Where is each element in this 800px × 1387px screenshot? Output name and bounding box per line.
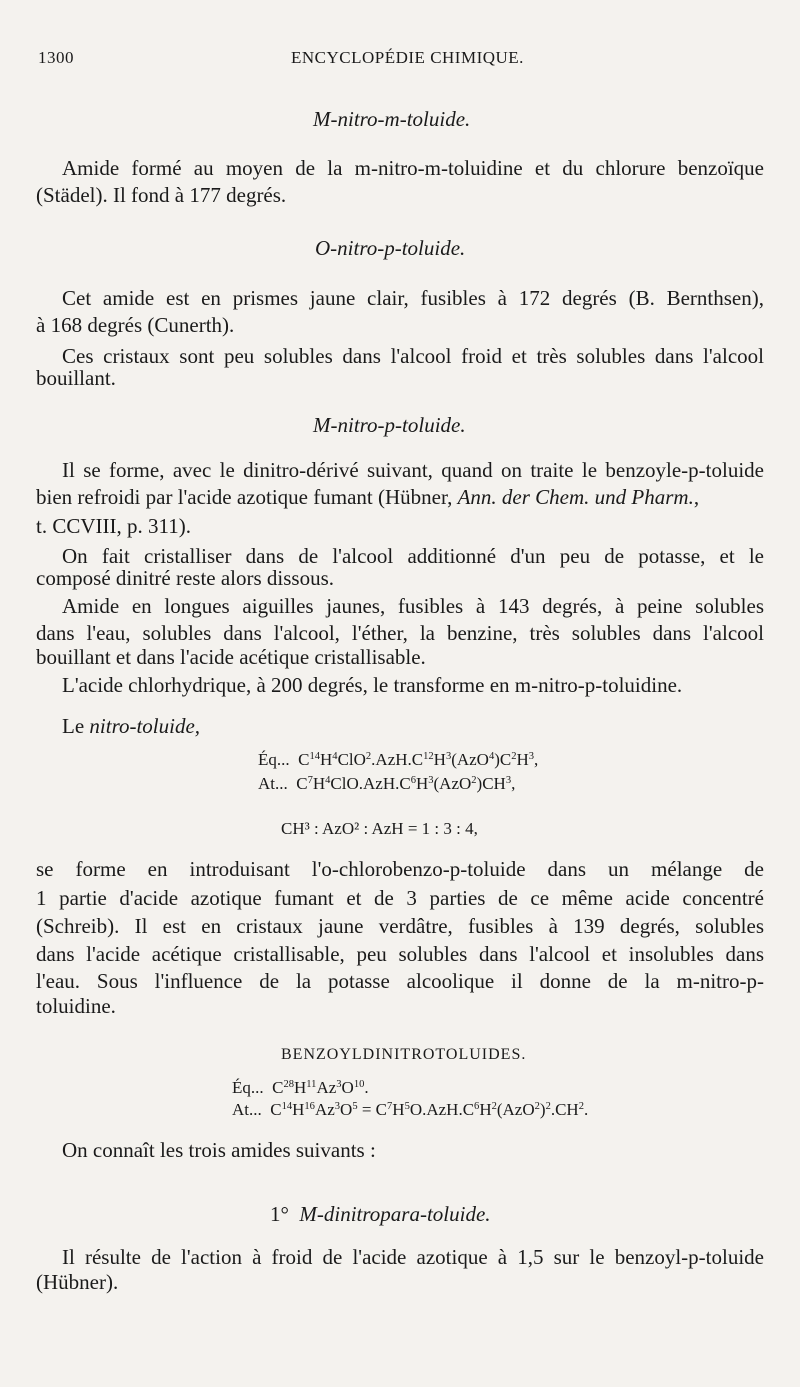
formula-label: At...: [232, 1100, 262, 1119]
formula-equivalent: Éq... $C^{28}H^{11}Az^3O^{10}$.: [232, 1078, 369, 1097]
paragraph: Amide formé au moyen de la m-nitro-m-toluidine et du chlorure benzoïque: [62, 156, 764, 180]
paragraph: se forme en introduisant l'o-chlorobenzo-p-toluide dans un mélange de: [36, 857, 764, 881]
paragraph: dans l'eau, solubles dans l'alcool, l'éther, la benzine, très solubles dans l'alcool: [36, 621, 764, 645]
paragraph: l'eau. Sous l'influence de la potasse alcoolique il donne de la m-nitro-p-: [36, 969, 764, 993]
paragraph-line: (Hübner).: [36, 1270, 119, 1294]
formula-label: At...: [258, 774, 288, 793]
paragraph: Ces cristaux sont peu solubles dans l'alcool froid et très solubles dans l'alcool: [62, 344, 764, 368]
formula-label: Éq...: [232, 1078, 264, 1097]
paragraph-line: composé dinitré reste alors dissous.: [36, 566, 335, 590]
section-title: M-nitro-p-toluide.: [313, 413, 466, 437]
paragraph: Il résulte de l'action à froid de l'acide azotique à 1,5 sur le benzoyl-p-toluide: [62, 1245, 764, 1269]
paragraph-line: à 168 degrés (Cunerth).: [36, 313, 235, 337]
paragraph-line: bouillant et dans l'acide acétique cristallisable.: [36, 645, 426, 669]
paragraph-line: [62, 714, 200, 739]
paragraph: On fait cristalliser dans de l'alcool additionné d'un peu de potasse, et le: [62, 544, 764, 568]
paragraph-line: bouillant.: [36, 366, 116, 390]
formula-atomic: At... $C^7H^4ClO.AzH.C^6H^3(AzO^2)CH^3$,: [258, 774, 516, 793]
paragraph: (Schreib). Il est en cristaux jaune verdâtre, fusibles à 139 degrés, solubles: [36, 914, 764, 938]
paragraph: Amide en longues aiguilles jaunes, fusibles à 143 degrés, à peine solubles: [62, 594, 764, 618]
paragraph-line: t. CCVIII, p. 311).: [36, 514, 191, 538]
text-run: ,: [693, 485, 700, 509]
paragraph-line: (Städel). Il fond à 177 degrés.: [36, 183, 287, 207]
paragraph: 1 partie d'acide azotique fumant et de 3 parties de ce même acide concentré: [36, 886, 764, 910]
paragraph: Il se forme, avec le dinitro-dérivé suivant, quand on traite le benzoyle-p-toluide: [62, 458, 764, 482]
paragraph: Cet amide est en prismes jaune clair, fusibles à 172 degrés (B. Bernthsen),: [62, 286, 764, 310]
paragraph-line: [36, 485, 764, 510]
page-number: 1300: [38, 48, 74, 67]
compound-name: nitro-toluide,: [89, 714, 201, 738]
formula-ratio: CH³ : AzO² : AzH = 1 : 3 : 4,: [281, 819, 478, 838]
paragraph-line: L'acide chlorhydrique, à 200 degrés, le transforme en m-nitro-p-toluidine.: [62, 673, 683, 697]
subsection-title: [270, 1202, 491, 1227]
paragraph-line: On connaît les trois amides suivants :: [62, 1138, 376, 1162]
formula-label: Éq...: [258, 750, 290, 769]
paragraph-line: toluidine.: [36, 994, 116, 1018]
bibliographic-reference: Ann. der Chem. und Pharm.: [457, 485, 694, 509]
text-run: Le: [62, 714, 90, 738]
running-title: ENCYCLOPÉDIE CHIMIQUE.: [291, 48, 524, 67]
paragraph: dans l'acide acétique cristallisable, peu solubles dans l'alcool et insolubles dans: [36, 942, 764, 966]
formula-equivalent: Éq... $C^{14}H^4ClO^2.AzH.C^{12}H^3(AzO^4)C^2H^3$,: [258, 750, 539, 769]
formula-atomic: At... $C^{14}H^{16}Az^3O^5 = C^7H^5O.AzH.C^6H^2(AzO^2)^2.CH^2$.: [232, 1100, 589, 1119]
section-title: O-nitro-p-toluide.: [315, 236, 466, 260]
subsection-number: 1°: [270, 1202, 289, 1226]
section-title: M-nitro-m-toluide.: [313, 107, 471, 131]
text-run: bien refroidi par l'acide azotique fumant (Hübner,: [36, 485, 458, 509]
compound-name: M-dinitropara-toluide.: [299, 1202, 491, 1226]
section-heading: BENZOYLDINITROTOLUIDES.: [281, 1046, 527, 1063]
